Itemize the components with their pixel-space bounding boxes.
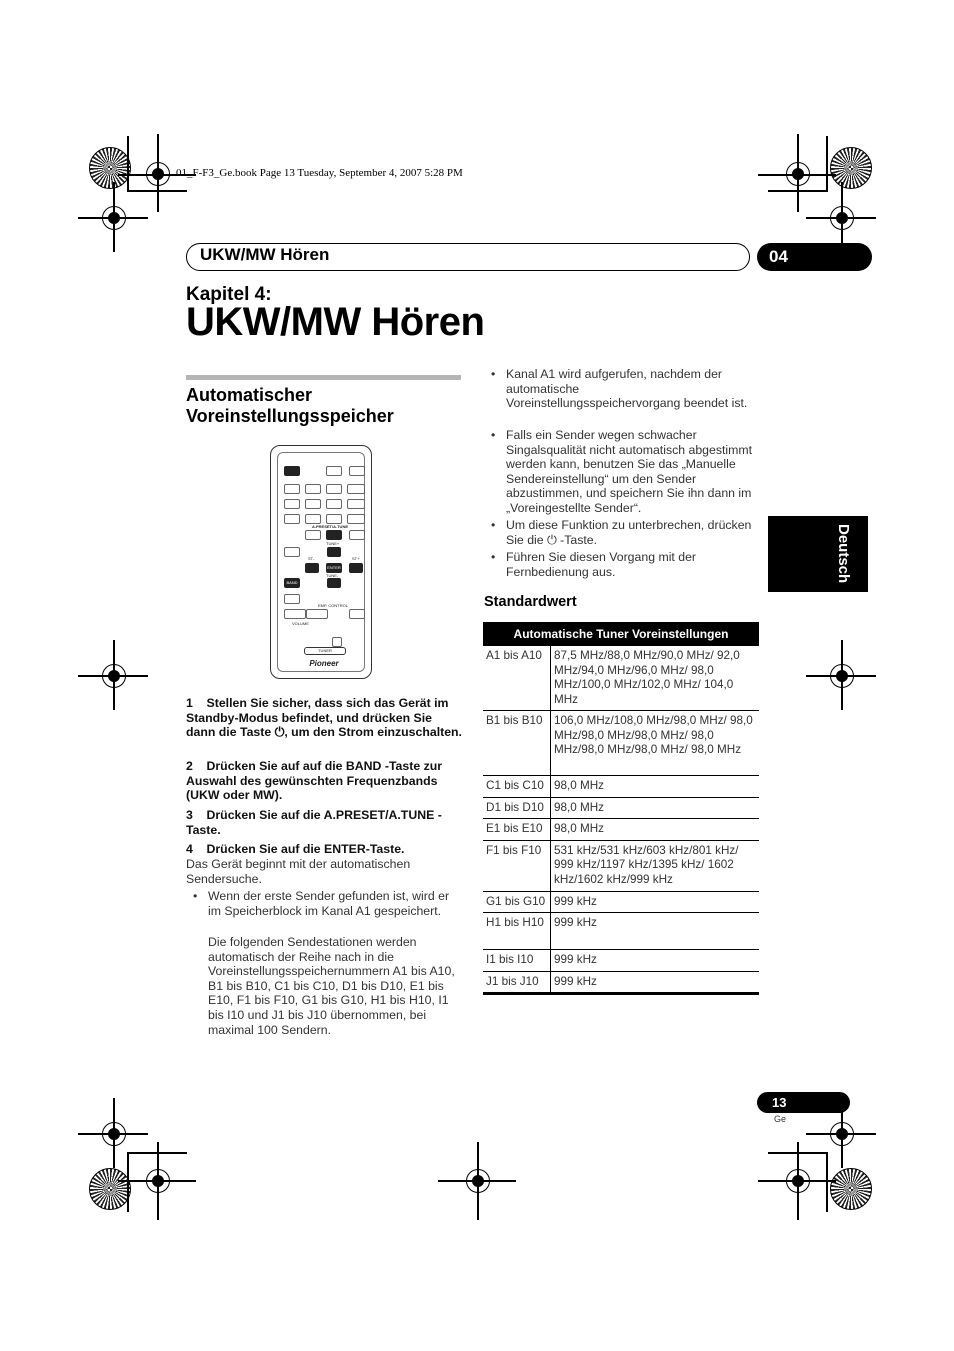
section-title: Automatischer Voreinstellungsspeicher	[186, 385, 394, 426]
header-title: UKW/MW Hören	[200, 245, 330, 264]
registration-star-icon	[830, 147, 872, 189]
table-header: Automatische Tuner Voreinstellungen	[483, 622, 759, 646]
list-item: • Um diese Funktion zu unterbrechen, drücken Sie die ⏻ -Taste.	[491, 518, 752, 547]
list-item: • Falls ein Sender wegen schwacher Singalsqualität nicht automatisch abgestimmt werden kann, benutzen Sie das „Manuelle Sendereinstellung“ um den Sender abzustimmen, und speichern Sie ihn dann im „Voreingestellte Sender“.	[491, 428, 753, 515]
remote-label: A.PRESET/A.TUNE	[312, 524, 349, 529]
remote-label: TUNER	[304, 647, 346, 655]
table-row: G1 bis G10 999 kHz	[483, 891, 759, 913]
step-4: 4 Drücken Sie auf die ENTER-Taste.	[186, 842, 405, 856]
standard-values-title: Standardwert	[484, 594, 577, 610]
remote-label: TUNE+	[326, 541, 340, 546]
table-row: B1 bis B10 106,0 MHz/108,0 MHz/98,0 MHz/ 98,0 MHz/98,0 MHz/98,0 MHz/ 98,0 MHz/98,0 MHz/98,0 MHz/ 98,0 MHz	[483, 711, 759, 776]
remote-band-label: BAND	[284, 578, 300, 588]
registration-star-icon	[830, 1168, 872, 1210]
table-row: I1 bis I10 999 kHz	[483, 950, 759, 972]
power-button-icon	[284, 466, 300, 476]
pioneer-logo: Pioneer	[309, 659, 339, 668]
chapter-label: Kapitel 4:	[186, 284, 272, 305]
tuner-presets-table	[483, 622, 759, 995]
page-language-code: Ge	[774, 1114, 787, 1124]
remote-control-illustration	[270, 445, 372, 679]
remote-label: EMP. CONTROL	[318, 603, 348, 608]
table-row: D1 bis D10 98,0 MHz	[483, 797, 759, 819]
list-item: • Kanal A1 wird aufgerufen, nachdem der automatische Voreinstellungsspeichervorgang beendet ist.	[491, 367, 748, 411]
list-item-continuation: Die folgenden Sendestationen werden automatisch der Reihe nach in die Voreinstellungsspeichernummern A1 bis A10, B1 bis B10, C1 bis C10, D1 bis D10, E1 bis E10, F1 bis F10, G1 bis G10, H1 bis H10, I1 bis I10 und J1 bis J10 übernommen, bei maximal 100 Sendern.	[208, 935, 455, 1037]
registration-star-icon	[89, 147, 131, 189]
file-info: 01_F-F3_Ge.book Page 13 Tuesday, September 4, 2007 5:28 PM	[176, 167, 463, 179]
step-2: 2 Drücken Sie auf auf die BAND -Taste zur Auswahl des gewünschten Frequenzbands (UKW oder MW).	[186, 759, 443, 803]
table-row: C1 bis C10 98,0 MHz	[483, 776, 759, 798]
table-row: F1 bis F10 531 kHz/531 kHz/603 kHz/801 kHz/ 999 kHz/1197 kHz/1395 kHz/ 1602 kHz/1602 kHz/999 kHz	[483, 840, 759, 891]
page-number: 13	[757, 1092, 850, 1113]
chapter-number-badge: 04	[757, 243, 872, 271]
chapter-title: UKW/MW Hören	[186, 300, 485, 344]
section-rule	[186, 375, 461, 380]
remote-enter-label: ENTER	[326, 563, 342, 573]
table-row: E1 bis E10 98,0 MHz	[483, 819, 759, 841]
table-row: A1 bis A10 87,5 MHz/88,0 MHz/90,0 MHz/ 92,0 MHz/94,0 MHz/96,0 MHz/ 98,0 MHz/100,0 MHz/102,0 MHz/ 104,0 MHz	[483, 646, 759, 711]
step-3: 3 Drücken Sie auf die A.PRESET/A.TUNE -Taste.	[186, 808, 442, 837]
registration-star-icon	[89, 1168, 131, 1210]
table-row: H1 bis H10 999 kHz	[483, 913, 759, 950]
remote-label: ST+	[352, 556, 360, 561]
remote-label: TUNE-	[326, 573, 339, 578]
language-tab-label: Deutsch	[835, 524, 852, 584]
remote-label: VOLUME	[292, 621, 309, 626]
list-item: • Führen Sie diesen Vorgang mit der Fernbedienung aus.	[491, 550, 697, 579]
list-item: • Wenn der erste Sender gefunden ist, wird er im Speicherblock im Kanal A1 gespeichert.	[193, 889, 450, 918]
remote-label: ST-	[308, 556, 315, 561]
step-1: 1 Stellen Sie sicher, dass sich das Gerät im Standby-Modus befindet, und drücken Sie dann die Taste ⏻, um den Strom einzuschalten.	[186, 696, 462, 740]
step-4-description: Das Gerät beginnt mit der automatischen Sendersuche.	[186, 857, 411, 886]
table-row: J1 bis J10 999 kHz	[483, 971, 759, 994]
